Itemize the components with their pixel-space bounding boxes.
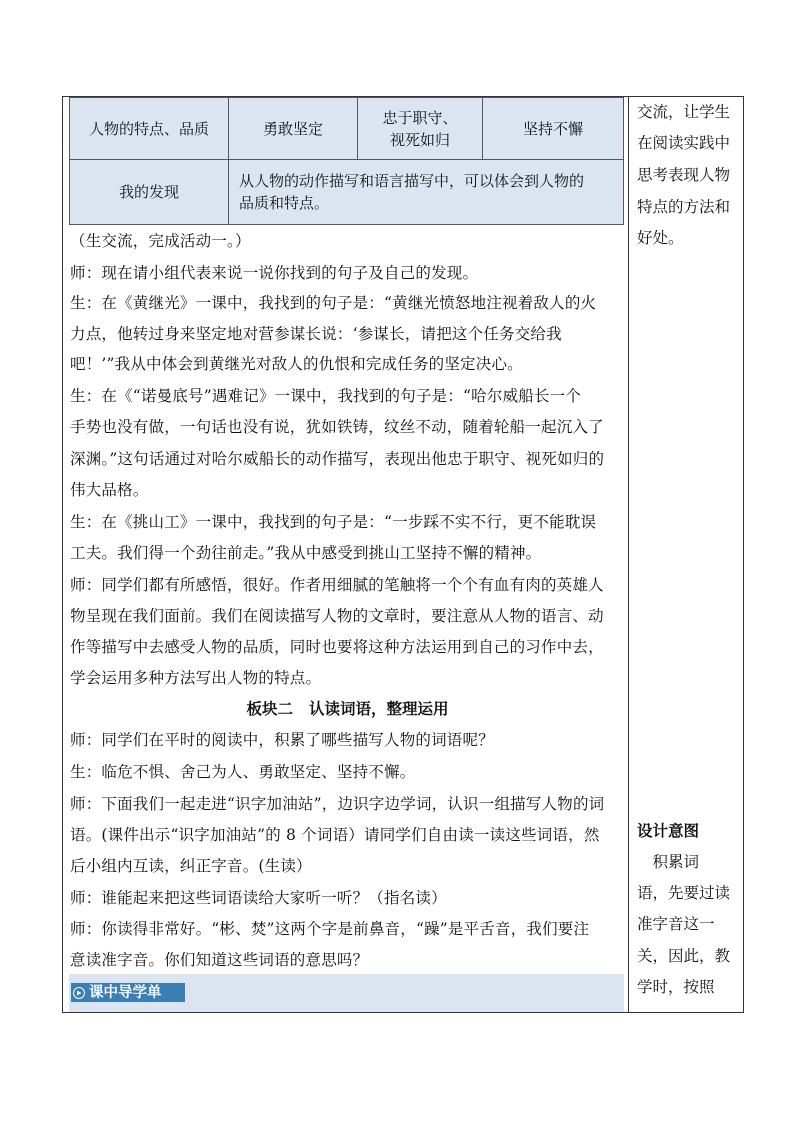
traits-label-cell: 人物的特点、品质 [70,98,229,160]
note-line: 学时，按照 [637,978,715,996]
body-line: 物呈现在我们面前。我们在阅读描写人物的文章时，要注意从人物的语言、动 [70,607,604,625]
design-intent-title: 设计意图 [637,821,700,840]
trait-cell-2 [358,98,483,160]
section-heading-title: 认读词语，整理运用 [309,699,449,718]
discovery-label-cell: 我的发现 [70,160,229,225]
play-circle-icon [73,987,85,999]
trait-cell-3: 坚持不懈 [483,98,624,160]
body-line: （生交流，完成活动一。） [70,232,251,250]
body-line: 工夫。我们得一个劲往前走。”我从中感受到挑山工坚持不懈的精神。 [70,544,542,562]
body-line: 师：现在请小组代表来说一说你找到的句子及自己的发现。 [70,264,479,282]
body-line: 师：你读得非常好。“彬、焚”这两个字是前鼻音，“躁”是平舌音，我们要注 [70,920,590,938]
discovery-text-cell [229,160,624,225]
section-heading [70,699,625,719]
body-line: 师：下面我们一起走进“识字加油站”，边识字边学词，认识一组描写人物的词 [70,795,605,813]
body-line: 生：临危不惧、舍己为人、勇敢坚定、坚持不懈。 [70,763,416,781]
section-heading-number: 板块二 [246,699,293,718]
table-row [70,160,624,225]
discovery-line1: 从人物的动作描写和语言描写中，可以体会到人物的 [239,172,585,190]
body-line: 作等描写中去感受人物的品质，同时也要将这种方法运用到自己的习作中去， [70,638,604,656]
column-divider [628,96,629,1013]
body-line: 力点，他转过身来坚定地对营参谋长说：‘参谋长，请把这个任务交给我 [70,325,562,343]
note-line: 在阅读实践中 [637,134,731,152]
note-line: 语，先要过读 [637,884,731,902]
note-line: 交流，让学生 [637,103,731,121]
note-line: 特点的方法和 [637,198,731,216]
body-line: 师：同学们都有所感悟，很好。作者用细腻的笔触将一个个有血有肉的英雄人 [70,576,604,594]
body-line: 生：在《挑山工》一课中，我找到的句子是：“一步踩不实不行，更不能耽误 [70,513,597,531]
note-line: 关，因此，教 [637,947,731,965]
body-line: 学会运用多种方法写出人物的特点。 [70,669,322,687]
body-line: 后小组内互读，纠正字音。(生读） [70,857,312,875]
guide-banner [71,983,185,1002]
body-line: 深渊。”这句话通过对哈尔威船长的动作描写，表现出他忠于职守、视死如归的 [70,450,605,468]
body-line: 生：在《“诺曼底号”遇难记》一课中，我找到的句子是：“哈尔威船长一个 [70,387,582,405]
body-line: 生：在《黄继光》一课中，我找到的句子是：“黄继光愤怒地注视着敌人的火 [70,294,597,312]
body-line: 意读准字音。你们知道这些词语的意思吗？ [70,951,369,969]
body-line: 师：同学们在平时的阅读中，积累了哪些描写人物的词语呢？ [70,731,494,749]
trait-cell-1: 勇敢坚定 [229,98,358,160]
body-line: 师：谁能起来把这些词语读给大家听一听？（指名读） [70,889,447,907]
note-line: 准字音这一 [637,915,715,933]
note-line: 思考表现人物 [637,166,731,184]
note-line: 好处。 [637,229,684,247]
body-line: 语。(课件出示“识字加油站”的 8 个词语）请同学们自由读一读这些词语，然 [70,826,600,844]
body-line: 手势也没有做，一句话也没有说，犹如铁铸，纹丝不动，随着轮船一起沉入了 [70,418,604,436]
body-line: 吧！’”我从中体会到黄继光对敌人的仇恨和完成任务的坚定决心。 [70,355,523,373]
trait-cell-2-line2: 视死如归 [389,130,450,149]
discovery-line2: 品质和特点。 [239,194,330,212]
note-line: 积累词 [637,853,700,871]
character-traits-table [69,97,624,225]
table-row [70,98,624,160]
body-line: 伟大品格。 [70,481,149,499]
trait-cell-2-line1: 忠于职守、 [382,108,458,127]
guide-banner-label: 课中导学单 [89,984,162,1001]
